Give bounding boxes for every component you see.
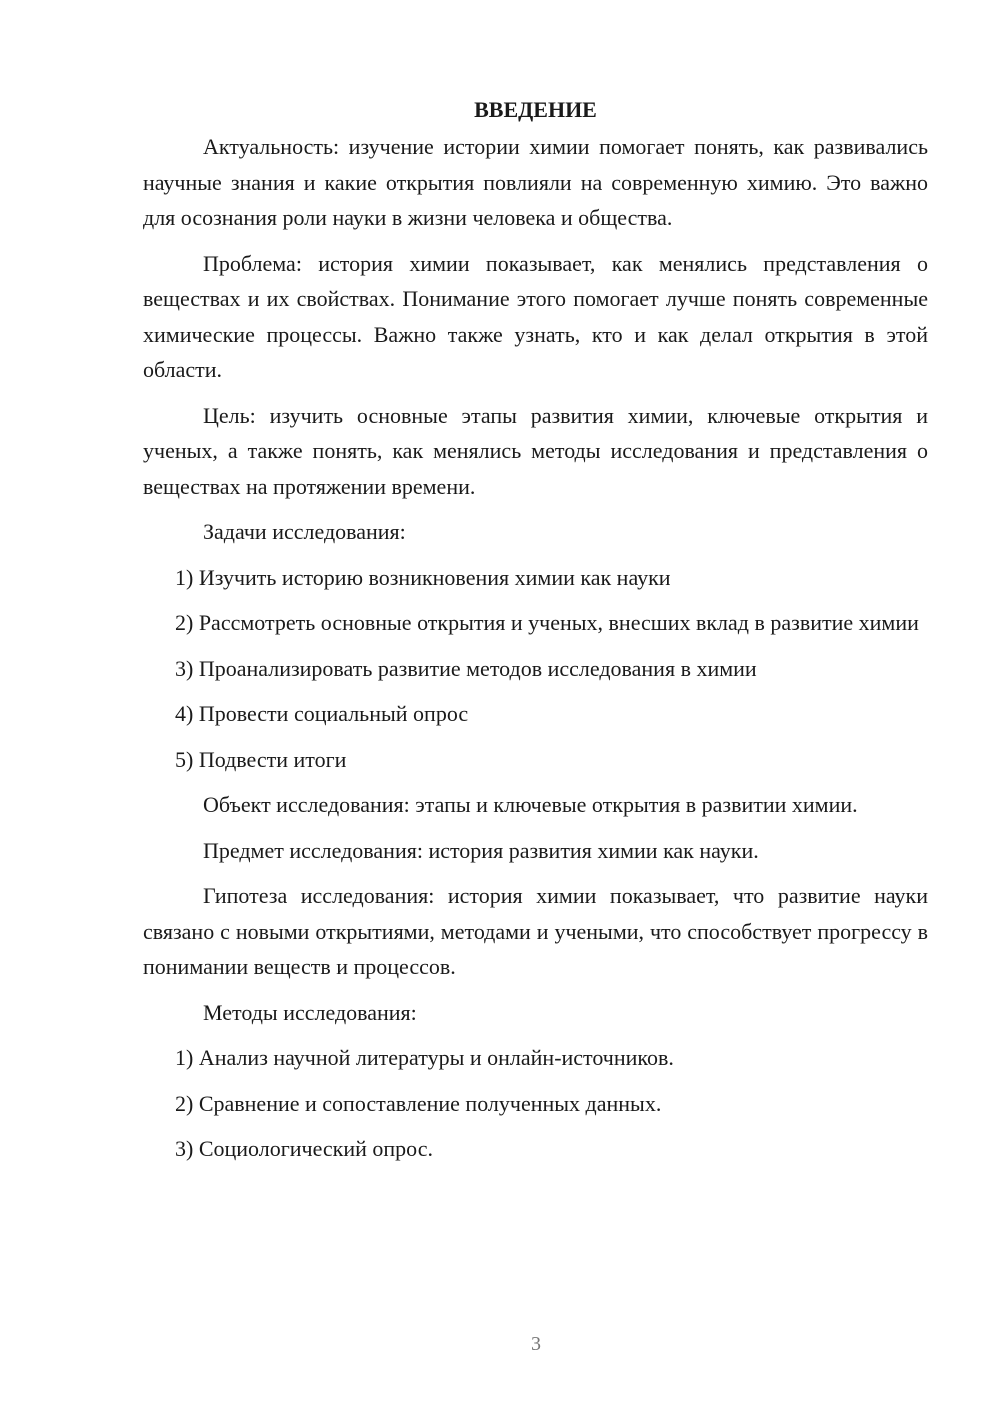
methods-list — [143, 1040, 928, 1167]
method-item: 1) Анализ научной литературы и онлайн-источников. — [175, 1045, 674, 1070]
document-page — [143, 92, 928, 1177]
subject-paragraph: Предмет исследования: история развития химии как науки. — [203, 837, 759, 863]
methods-heading: Методы исследования: — [203, 999, 417, 1025]
hypothesis-paragraph: Гипотеза исследования: история химии показывает, что развитие науки связано с новыми открытиями, методами и учеными, что способствует прогрессу в понимании веществ и процессов. — [143, 883, 928, 979]
task-item: 4) Провести социальный опрос — [175, 701, 469, 726]
task-item: 3) Проанализировать развитие методов исследования в химии — [175, 655, 757, 681]
tasks-heading: Задачи исследования: — [203, 519, 406, 544]
task-item: 2) Рассмотреть основные открытия и ученых, внесших вклад в развитие химии — [175, 610, 919, 635]
problem-paragraph: Проблема: история химии показывает, как менялись представления о веществах и их свойствах. Понимание этого помогает лучше понять современные химические процессы. Важно также узнать, кто и как делал открытия в этой области. — [143, 250, 928, 382]
goal-paragraph: Цель: изучить основные этапы развития химии, ключевые открытия и ученых, а также понять, как менялись методы исследования и представления о веществах на протяжении времени. — [143, 402, 928, 499]
tasks-list — [143, 560, 928, 778]
page-number: 3 — [531, 1333, 541, 1355]
relevance-paragraph: Актуальность: изучение истории химии помогает понять, как развивались научные знания и какие открытия повлияли на современную химию. Это важно для осознания роли науки в жизни человека и общества. — [143, 134, 928, 230]
method-item: 3) Социологический опрос. — [175, 1136, 433, 1161]
task-item: 5) Подвести итоги — [175, 746, 347, 772]
object-paragraph: Объект исследования: этапы и ключевые открытия в развитии химии. — [203, 792, 858, 817]
section-title: ВВЕДЕНИЕ — [474, 97, 597, 122]
method-item: 2) Сравнение и сопоставление полученных данных. — [175, 1090, 662, 1116]
task-item: 1) Изучить историю возникновения химии как науки — [175, 564, 671, 590]
